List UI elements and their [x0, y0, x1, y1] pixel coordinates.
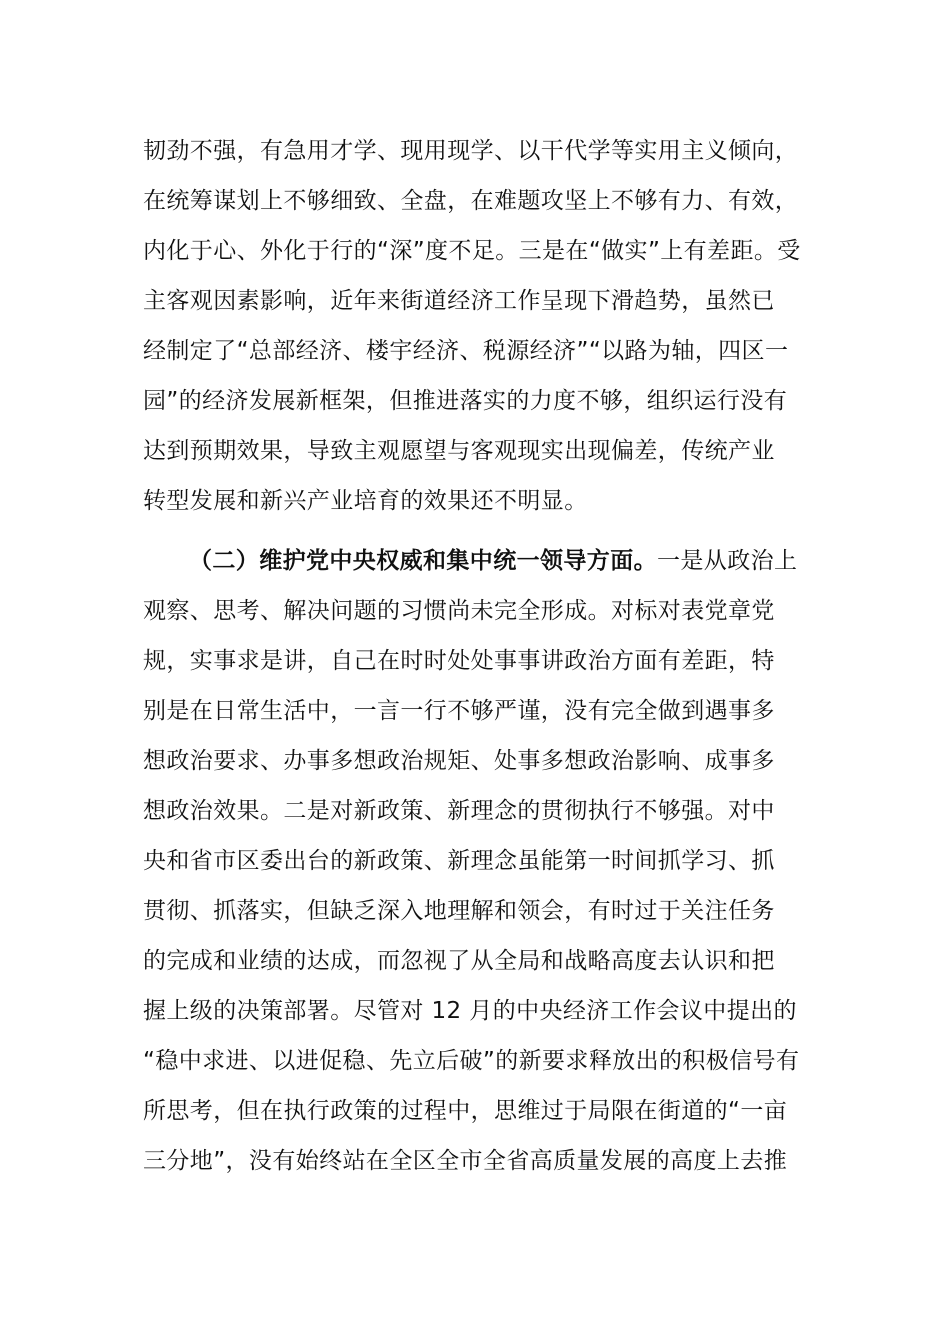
paragraph-line: 想政治效果。二是对新政策、新理念的贯彻执行不够强。对中	[143, 798, 775, 824]
paragraph-line: 观察、思考、解决问题的习惯尚未完全形成。对标对表党章党	[143, 598, 775, 624]
paragraph-line: 内化于心、外化于行的“深”度不足。三是在“做实”上有差距。受	[143, 238, 801, 264]
paragraph-line: 握上级的决策部署。尽管对 12 月的中央经济工作会议中提出的	[143, 998, 797, 1024]
paragraph-1	[143, 126, 813, 526]
paragraph-line: 在统筹谋划上不够细致、全盘，在难题攻坚上不够有力、有效，	[143, 188, 799, 214]
paragraph-line: 的完成和业绩的达成，而忽视了从全局和战略高度去认识和把	[143, 948, 775, 974]
paragraph-line: 所思考，但在执行政策的过程中，思维过于局限在街道的“一亩	[143, 1098, 788, 1124]
paragraph-line: 规，实事求是讲，自己在时时处处事事讲政治方面有差距，特	[143, 648, 775, 674]
paragraph-2	[143, 536, 813, 1186]
paragraph-line: 想政治要求、办事多想政治规矩、处事多想政治影响、成事多	[143, 748, 775, 774]
paragraph-line: 央和省市区委出台的新政策、新理念虽能第一时间抓学习、抓	[143, 848, 775, 874]
paragraph-line: 韧劲不强，有急用才学、现用现学、以干代学等实用主义倾向，	[143, 138, 799, 164]
paragraph-first-line	[143, 536, 813, 586]
section-heading: （二）维护党中央权威和集中统一领导方面。	[189, 548, 657, 574]
paragraph-line: 别是在日常生活中，一言一行不够严谨，没有完全做到遇事多	[143, 698, 775, 724]
paragraph-line: 园”的经济发展新框架，但推进落实的力度不够，组织运行没有	[143, 388, 788, 414]
paragraph-line: “稳中求进、以进促稳、先立后破”的新要求释放出的积极信号有	[143, 1048, 800, 1074]
paragraph-line: 三分地”，没有始终站在全区全市全省高质量发展的高度上去推	[143, 1148, 788, 1174]
paragraph-line: 经制定了“总部经济、楼宇经济、税源经济”“以路为轴，四区一	[143, 338, 789, 364]
paragraph-line: 主客观因素影响，近年来街道经济工作呈现下滑趋势，虽然已	[143, 288, 775, 314]
paragraph-line: 达到预期效果，导致主观愿望与客观现实出现偏差，传统产业	[143, 438, 775, 464]
paragraph-line: 转型发展和新兴产业培育的效果还不明显。	[143, 488, 588, 514]
paragraph-line: 贯彻、抓落实，但缺乏深入地理解和领会，有时过于关注任务	[143, 898, 775, 924]
paragraph-text: 一是从政治上	[657, 548, 798, 574]
